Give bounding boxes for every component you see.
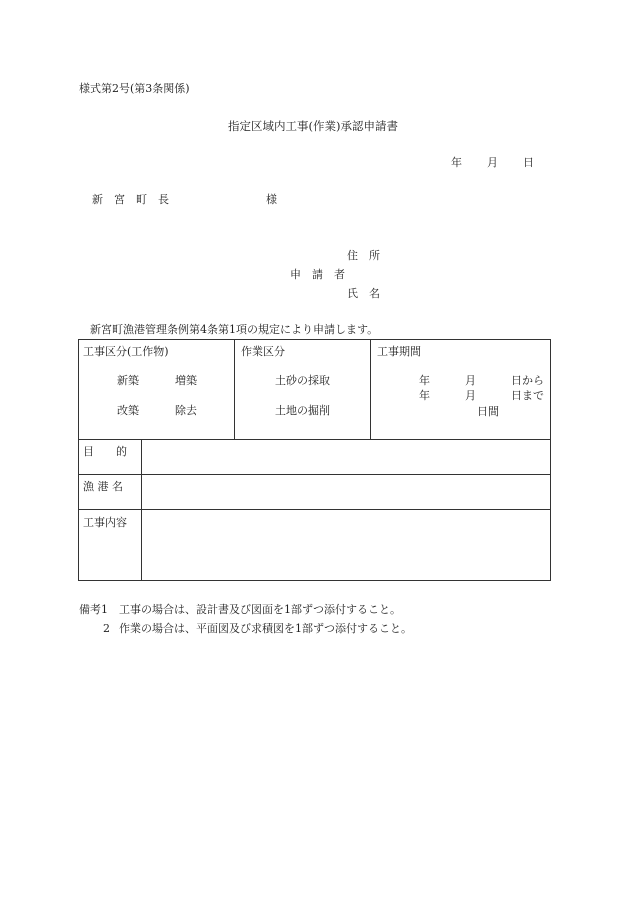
note2-text: 作業の場合は、平面図及び求積図を1部ずつ添付すること。 [119,622,412,635]
form-number: 様式第2号(第3条関係) [79,82,190,95]
option-new-build: 新築 [117,374,139,387]
period-from-year: 年 [419,374,430,387]
application-table [78,339,551,581]
period-from-suffix: 日から [511,374,544,387]
period-to-month: 月 [465,389,476,402]
period-days: 日間 [477,405,499,418]
address-label: 住 所 [347,249,380,262]
divider-line [370,340,371,439]
note2-prefix: 2 [103,622,110,635]
option-land-excavation: 土地の掘削 [275,404,330,417]
divider-line [141,439,142,580]
page-title: 指定区域内工事(作業)承認申請書 [228,119,398,133]
purpose-label: 目 的 [83,445,127,458]
divider-line [79,474,550,475]
addressee-name: 新 宮 町 長 [92,193,169,206]
divider-line [234,340,235,439]
period-from-month: 月 [465,374,476,387]
purpose-field[interactable] [143,441,549,473]
construction-type-header: 工事区分(工作物) [83,345,169,358]
period-to-suffix: 日まで [511,389,544,402]
date-day: 日 [523,156,534,169]
divider-line [79,439,550,440]
work-type-header: 作業区分 [241,345,285,358]
divider-line [79,509,550,510]
port-name-field[interactable] [143,476,549,508]
date-year: 年 [451,156,462,169]
port-name-label: 漁 港 名 [83,480,123,493]
note1-text: 工事の場合は、設計書及び図面を1部ずつ添付すること。 [119,603,401,616]
period-header: 工事期間 [377,345,421,358]
option-extension: 増築 [175,374,197,387]
note1-prefix: 備考1 [79,603,108,616]
addressee-honorific: 様 [266,193,277,206]
period-to-year: 年 [419,389,430,402]
date-month: 月 [487,156,498,169]
applicant-label: 申 請 者 [290,268,345,281]
option-renovation: 改築 [117,404,139,417]
name-label: 氏 名 [347,287,380,300]
work-content-label: 工事内容 [83,516,127,529]
work-content-field[interactable] [143,511,549,579]
option-removal: 除去 [175,404,197,417]
intro-text: 新宮町漁港管理条例第4条第1項の規定により申請します。 [90,323,379,336]
option-soil-extraction: 土砂の採取 [275,374,330,387]
